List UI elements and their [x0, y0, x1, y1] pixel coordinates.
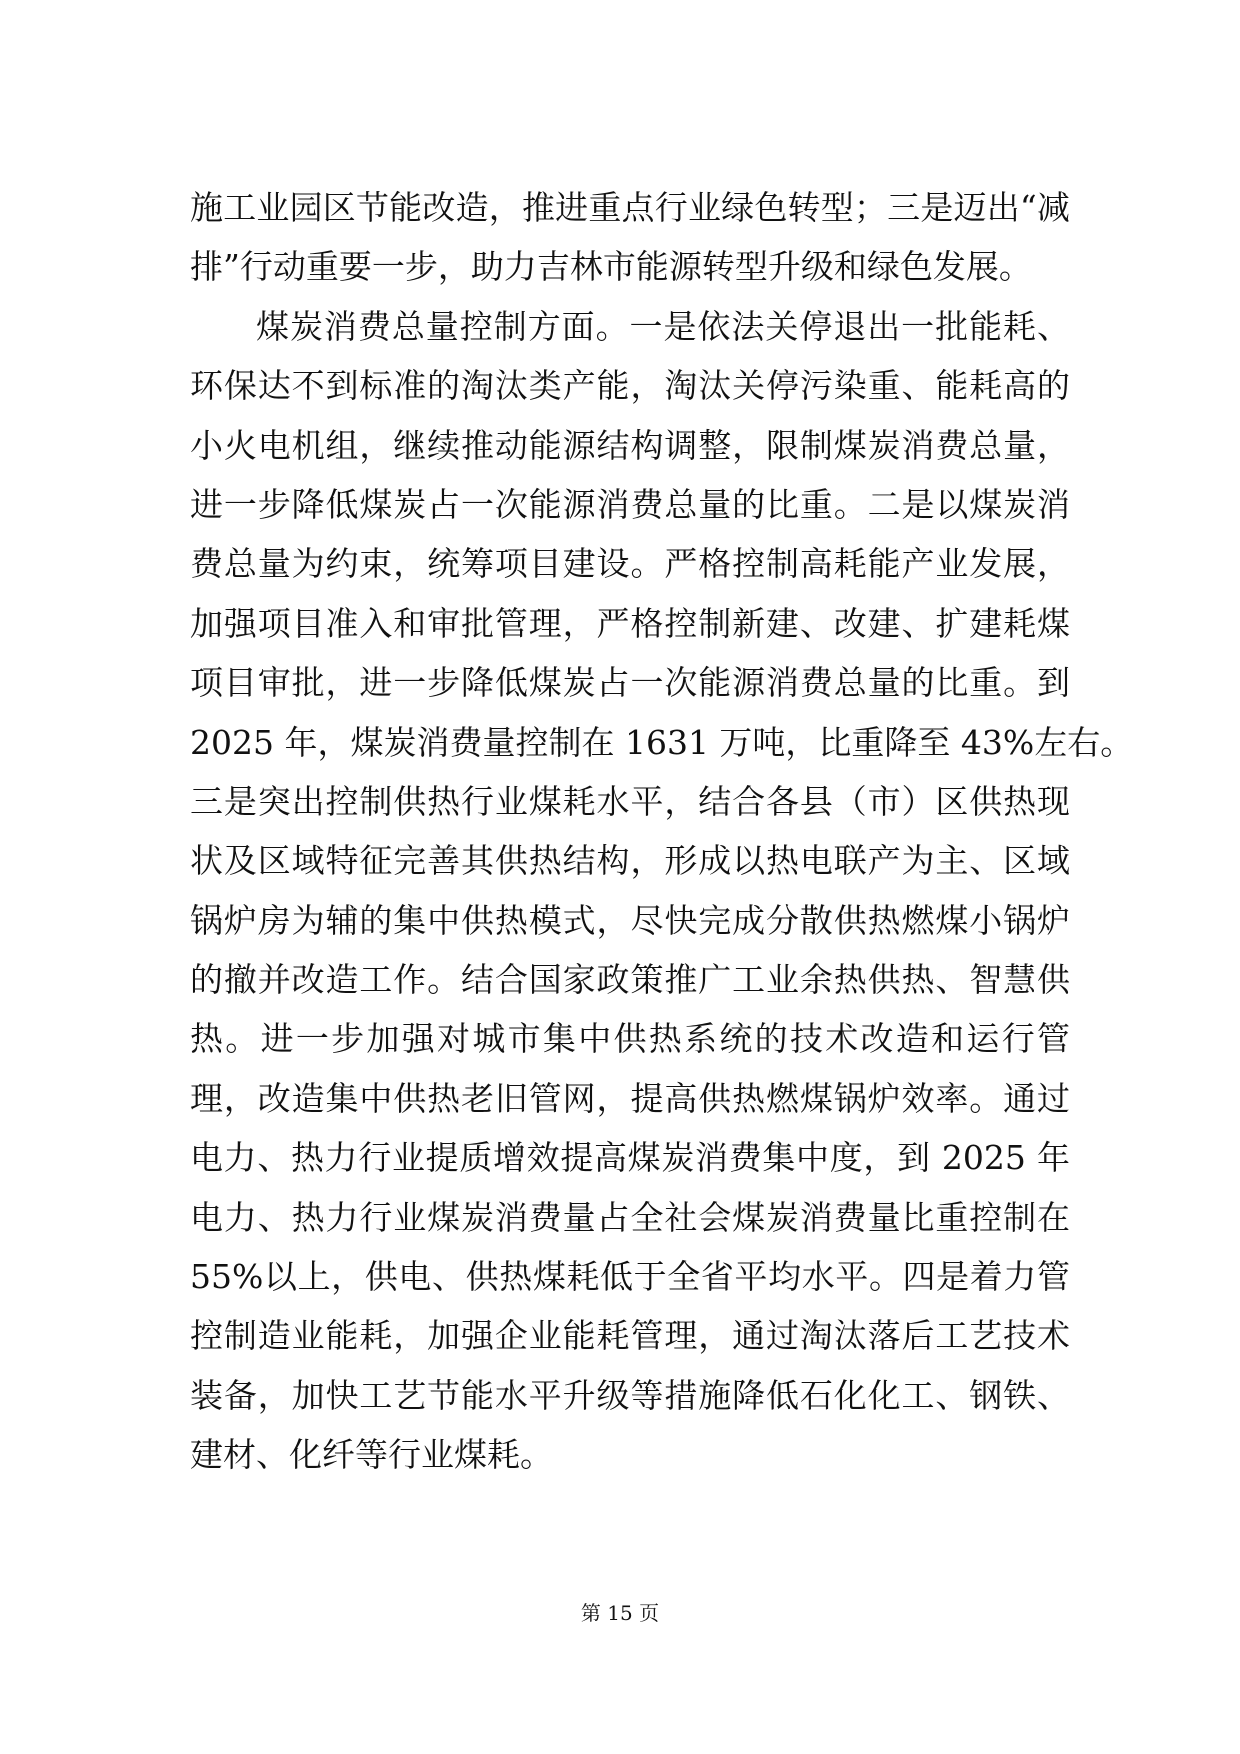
text-line: 装备，加快工艺节能水平升级等措施降低石化化工、钢铁、 — [190, 1375, 1070, 1415]
text-line: 电力、热力行业煤炭消费量占全社会煤炭消费量比重控制在 — [190, 1197, 1070, 1237]
text-line: 排”行动重要一步，助力吉林市能源转型升级和绿色发展。 — [190, 247, 1032, 287]
text-line: 2025 年，煤炭消费量控制在 1631 万吨，比重降至 43%左右。 — [190, 722, 1134, 762]
text-line: 加强项目准入和审批管理，严格控制新建、改建、扩建耗煤 — [190, 603, 1070, 643]
text-line: 费总量为约束，统筹项目建设。严格控制高耗能产业发展， — [190, 544, 1070, 584]
text-line: 的撤并改造工作。结合国家政策推广工业余热供热、智慧供 — [190, 960, 1070, 1000]
text-line: 锅炉房为辅的集中供热模式，尽快完成分散供热燃煤小锅炉 — [190, 900, 1070, 940]
text-line: 进一步降低煤炭占一次能源消费总量的比重。二是以煤炭消 — [190, 484, 1070, 524]
text-line: 小火电机组，继续推动能源结构调整，限制煤炭消费总量， — [190, 425, 1070, 465]
text-line: 三是突出控制供热行业煤耗水平，结合各县（市）区供热现 — [190, 781, 1070, 821]
text-line: 项目审批，进一步降低煤炭占一次能源消费总量的比重。到 — [190, 663, 1070, 703]
text-line: 电力、热力行业提质增效提高煤炭消费集中度，到 2025 年 — [190, 1138, 1070, 1178]
text-line: 热。进一步加强对城市集中供热系统的技术改造和运行管 — [190, 1019, 1070, 1059]
page-number: 第 15 页 — [580, 1601, 660, 1625]
text-line: 理，改造集中供热老旧管网，提高供热燃煤锅炉效率。通过 — [190, 1078, 1070, 1118]
text-line: 施工业园区节能改造，推进重点行业绿色转型；三是迈出“减 — [190, 188, 1070, 227]
body-text — [190, 178, 1134, 1485]
text-line: 建材、化纤等行业煤耗。 — [190, 1435, 553, 1475]
text-line: 55%以上，供电、供热煤耗低于全省平均水平。四是着力管 — [190, 1257, 1070, 1297]
text-line: 状及区域特征完善其供热结构，形成以热电联产为主、区域 — [190, 841, 1070, 881]
text-line: 控制造业能耗，加强企业能耗管理，通过淘汰落后工艺技术 — [190, 1316, 1070, 1356]
text-line: 环保达不到标准的淘汰类产能，淘汰关停污染重、能耗高的 — [190, 366, 1070, 406]
text-line: 煤炭消费总量控制方面。一是依法关停退出一批能耗、 — [256, 306, 1070, 346]
